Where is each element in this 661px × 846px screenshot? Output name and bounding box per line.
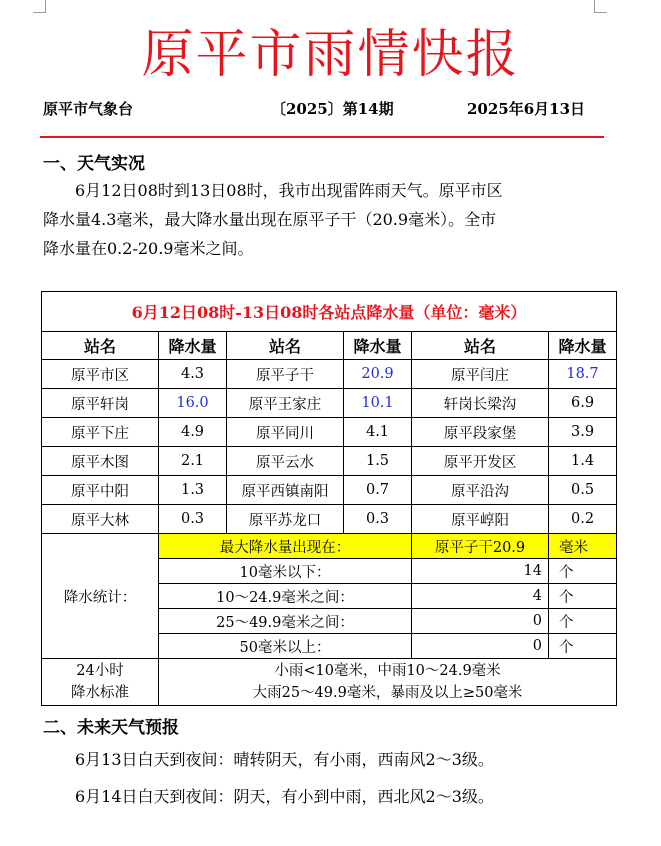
station-name: 原平闫庄 — [412, 360, 549, 389]
column-header: 降水量 — [159, 332, 227, 360]
section-heading-forecast: 二、未来天气预报 — [43, 718, 179, 738]
precipitation-value: 18.7 — [549, 360, 617, 389]
table-header-row — [42, 332, 617, 360]
station-name: 原平崞阳 — [412, 505, 549, 534]
station-name: 原平子干 — [227, 360, 344, 389]
column-header: 降水量 — [549, 332, 617, 360]
page-corner-mark-left — [33, 0, 46, 13]
station-name: 原平西镇南阳 — [227, 476, 344, 505]
table-row — [42, 360, 617, 389]
precipitation-value: 6.9 — [549, 389, 617, 418]
precipitation-value: 0.3 — [344, 505, 412, 534]
table-row — [42, 476, 617, 505]
standard-text — [159, 659, 617, 706]
precipitation-value: 0.2 — [549, 505, 617, 534]
station-name: 原平下庄 — [42, 418, 159, 447]
precipitation-value: 4.1 — [344, 418, 412, 447]
table-caption: 6月12日08时-13日08时各站点降水量（单位：毫米） — [42, 292, 617, 332]
stats-row — [42, 534, 617, 559]
red-divider-line — [40, 136, 604, 138]
column-header: 降水量 — [344, 332, 412, 360]
stats-count: 0 — [412, 634, 549, 659]
max-precip-value: 原平子干20.9 — [412, 534, 549, 559]
column-header: 站名 — [42, 332, 159, 360]
issue-number: 〔2025〕第14期 — [271, 100, 394, 118]
precipitation-value: 3.9 — [549, 418, 617, 447]
precipitation-value: 0.5 — [549, 476, 617, 505]
stats-unit: 个 — [549, 559, 617, 584]
station-name: 原平轩岗 — [42, 389, 159, 418]
precipitation-value: 1.4 — [549, 447, 617, 476]
precipitation-value: 16.0 — [159, 389, 227, 418]
precipitation-value: 4.9 — [159, 418, 227, 447]
station-name: 原平段家堡 — [412, 418, 549, 447]
table-row — [42, 505, 617, 534]
station-name: 原平大林 — [42, 505, 159, 534]
station-name: 原平中阳 — [42, 476, 159, 505]
stats-range-label: 25～49.9毫米之间： — [159, 609, 412, 634]
stats-range-label: 50毫米以上： — [159, 634, 412, 659]
station-name: 原平木图 — [42, 447, 159, 476]
precipitation-value: 0.3 — [159, 505, 227, 534]
station-name: 轩岗长梁沟 — [412, 389, 549, 418]
document-title: 原平市雨情快报 — [141, 25, 520, 85]
paragraph-line: 降水量4.3毫米，最大降水量出现在原平子干（20.9毫米）。全市 — [43, 210, 497, 229]
precipitation-value: 1.3 — [159, 476, 227, 505]
section-heading-observations: 一、天气实况 — [43, 154, 145, 174]
precipitation-value: 0.7 — [344, 476, 412, 505]
issuing-org: 原平市气象台 — [43, 100, 134, 118]
paragraph-line: 6月12日08时到13日08时，我市出现雷阵雨天气。原平市区 — [43, 181, 503, 200]
table-row — [42, 447, 617, 476]
stats-range-label: 10～24.9毫米之间： — [159, 584, 412, 609]
precipitation-value: 2.1 — [159, 447, 227, 476]
stats-unit: 个 — [549, 634, 617, 659]
column-header: 站名 — [227, 332, 344, 360]
table-row — [42, 389, 617, 418]
precipitation-value: 4.3 — [159, 360, 227, 389]
page-corner-mark-right — [594, 0, 607, 13]
precipitation-value: 1.5 — [344, 447, 412, 476]
stats-count: 4 — [412, 584, 549, 609]
standard-line: 大雨25～49.9毫米，暴雨及以上≥50毫米 — [252, 685, 523, 701]
precipitation-value: 20.9 — [344, 360, 412, 389]
standard-label-line: 降水标准 — [71, 685, 129, 701]
stats-label: 降水统计： — [42, 534, 159, 659]
stats-count: 0 — [412, 609, 549, 634]
observation-paragraph — [43, 176, 603, 263]
max-precip-unit: 毫米 — [549, 534, 617, 559]
forecast-line: 6月14日白天到夜间：阴天，有小到中雨，西北风2～3级。 — [43, 787, 494, 806]
standard-row — [42, 659, 617, 706]
stats-unit: 个 — [549, 609, 617, 634]
precipitation-table — [41, 291, 617, 706]
issue-info-row — [43, 98, 603, 118]
table-row — [42, 418, 617, 447]
forecast-paragraph — [43, 741, 603, 815]
station-name: 原平王家庄 — [227, 389, 344, 418]
column-header: 站名 — [412, 332, 549, 360]
station-name: 原平苏龙口 — [227, 505, 344, 534]
standard-label — [42, 659, 159, 706]
issue-date: 2025年6月13日 — [467, 100, 586, 118]
stats-unit: 个 — [549, 584, 617, 609]
station-name: 原平开发区 — [412, 447, 549, 476]
max-precip-label: 最大降水量出现在： — [159, 534, 412, 559]
paragraph-line: 降水量在0.2-20.9毫米之间。 — [43, 239, 254, 258]
station-name: 原平同川 — [227, 418, 344, 447]
standard-line: 小雨<10毫米，中雨10～24.9毫米 — [274, 663, 501, 679]
stats-range-label: 10毫米以下： — [159, 559, 412, 584]
station-name: 原平云水 — [227, 447, 344, 476]
station-name: 原平市区 — [42, 360, 159, 389]
stats-count: 14 — [412, 559, 549, 584]
forecast-line: 6月13日白天到夜间：晴转阴天，有小雨，西南风2～3级。 — [43, 750, 494, 769]
station-name: 原平沿沟 — [412, 476, 549, 505]
precipitation-value: 10.1 — [344, 389, 412, 418]
standard-label-line: 24小时 — [76, 663, 124, 679]
